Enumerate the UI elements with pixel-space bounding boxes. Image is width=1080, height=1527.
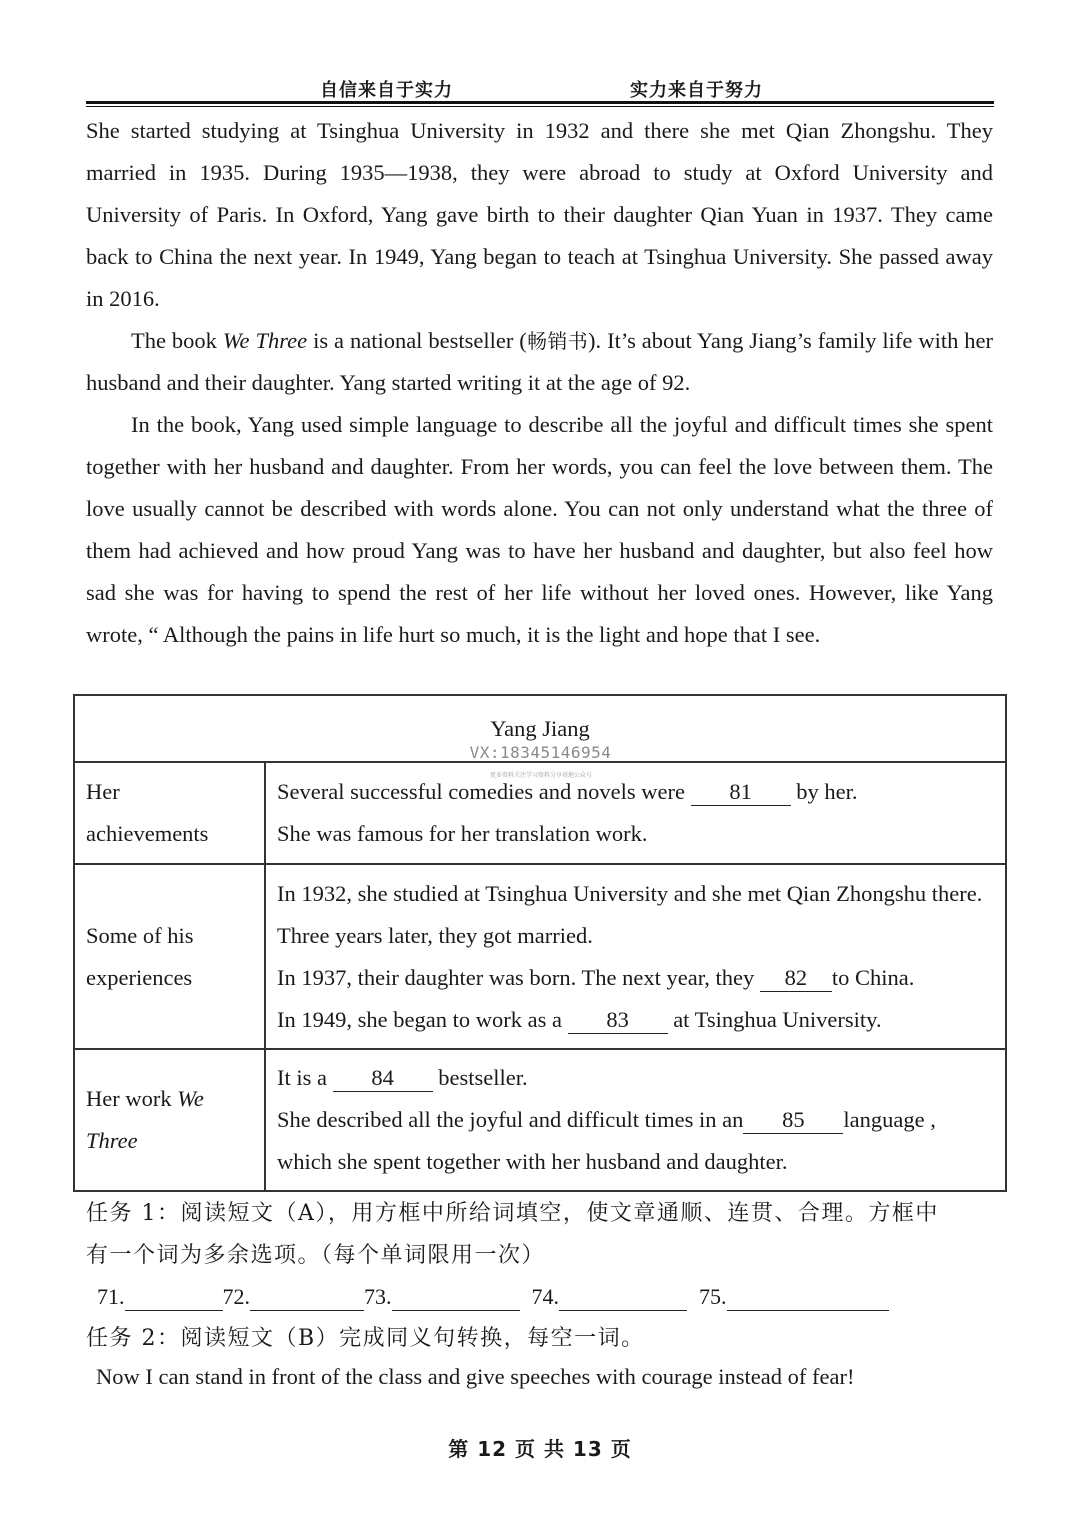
- answer-label-75: 75.: [699, 1284, 727, 1309]
- row3-line1-end: bestseller.: [432, 1065, 528, 1090]
- blank-83[interactable]: 83: [568, 1007, 668, 1034]
- row-head-achievements: Her achievements: [74, 762, 265, 864]
- summary-table: [73, 694, 1007, 1192]
- p2-text-mid: is a national bestseller (: [307, 328, 527, 353]
- answer-blank-73[interactable]: [392, 1284, 520, 1311]
- row2-line3-end: at Tsinghua University.: [667, 1006, 882, 1032]
- row3-head-text: Her work: [86, 1086, 178, 1111]
- answer-label-71: 71.: [97, 1284, 125, 1309]
- header-rule-thick: [86, 101, 994, 104]
- header-motto-right: 实力来自于努力: [630, 80, 763, 101]
- watermark-contact: VX:18345146954: [469, 743, 612, 762]
- row2-line1: In 1932, she studied at Tsinghua University and she met Qian Zhongshu there. Three years later, they got married.: [277, 880, 983, 948]
- reading-passage: [86, 110, 993, 656]
- answer-blank-71[interactable]: [125, 1284, 223, 1311]
- task1-instruction-line1: 任务 1：阅读短文（A），用方框中所给词填空，使文章通顺、连贯、合理。方框中: [86, 1201, 939, 1226]
- book-title: We Three: [222, 328, 308, 353]
- watermark-subtitle: 更多资料关注学习资料分享基地公众号: [489, 772, 592, 779]
- row3-line2-end: language ,: [843, 1107, 936, 1132]
- row2-line2-text: In 1937, their daughter was born. The next year, they: [277, 964, 760, 990]
- p2-text-end: ). It’s about Yang Jiang’s family life with her husband and their daughter. Yang started writing it at the age of 92.: [86, 328, 994, 395]
- header-rule-thin: [86, 106, 994, 107]
- row1-line1-text: Several successful comedies and novels were: [277, 779, 691, 804]
- blank-81[interactable]: 81: [691, 779, 791, 806]
- answer-label-74: 74.: [531, 1284, 559, 1309]
- answer-blank-72[interactable]: [250, 1284, 364, 1311]
- task2-sentence: Now I can stand in front of the class and give speeches with courage instead of fear!: [96, 1364, 855, 1389]
- row-head-work: [74, 1049, 265, 1191]
- p2-text-start: The book: [131, 328, 223, 353]
- row3-head-title: We Three: [86, 1086, 204, 1153]
- row-content-work: [265, 1049, 1006, 1191]
- chinese-gloss: 畅销书: [526, 329, 589, 353]
- header-motto-left: 自信来自于实力: [320, 80, 453, 101]
- page-header: [86, 76, 994, 104]
- answer-blank-74[interactable]: [559, 1284, 687, 1311]
- answer-blanks: [97, 1284, 889, 1311]
- passage-paragraph-2: [86, 320, 993, 404]
- row1-line1-end: by her.: [790, 779, 858, 804]
- row3-line1-text: It is a: [277, 1065, 333, 1090]
- passage-paragraph-3: In the book, Yang used simple language to describe all the joyful and difficult times she spent together with her husband and daughter. From her words, you can feel the love between them. The love usually cannot be described with words alone. You can not only understand what the three of them had achieved and how proud Yang was to have her husband and daughter, but also feel how sad she was for having to spend the rest of her life without her loved ones. However, like Yang wrote, “ Although the pains in life hurt so much, it is the light and hope that I see.: [86, 412, 993, 647]
- answer-label-72: 72.: [222, 1284, 250, 1309]
- row2-line2-end: to China.: [831, 964, 915, 990]
- passage-paragraph-1: She started studying at Tsinghua University in 1932 and there she met Qian Zhongshu. They married in 1935. During 1935—1938, they were abroad to study at Oxford University and University of Paris. In Oxford, Yang gave birth to their daughter Qian Yuan in 1937. They came back to China the next year. In 1949, Yang began to teach at Tsinghua University. She passed away in 2016.: [86, 118, 993, 311]
- row2-line3-text: In 1949, she began to work as a: [277, 1006, 568, 1032]
- row-head-experiences: Some of his experiences: [74, 864, 265, 1049]
- blank-84[interactable]: 84: [333, 1065, 433, 1092]
- table-title: Yang Jiang: [74, 695, 1006, 762]
- row1-line2: She was famous for her translation work.: [277, 821, 648, 846]
- row3-line3: which she spent together with her husband and daughter.: [277, 1149, 788, 1174]
- task1-instruction-line2: 有一个词为多余选项。（每个单词限用一次）: [86, 1243, 546, 1268]
- blank-85[interactable]: 85: [743, 1107, 843, 1134]
- answer-blank-75[interactable]: [727, 1284, 889, 1311]
- row3-line2-text: She described all the joyful and difficult times in an: [277, 1107, 744, 1132]
- row-content-achievements: [265, 762, 1006, 864]
- page-number-footer: 第 12 页 共 13 页: [448, 1437, 632, 1461]
- answer-label-73: 73.: [364, 1284, 392, 1309]
- blank-82[interactable]: 82: [760, 965, 832, 992]
- row-content-experiences: [265, 864, 1006, 1049]
- task2-instruction: 任务 2：阅读短文（B）完成同义句转换，每空一词。: [86, 1326, 645, 1351]
